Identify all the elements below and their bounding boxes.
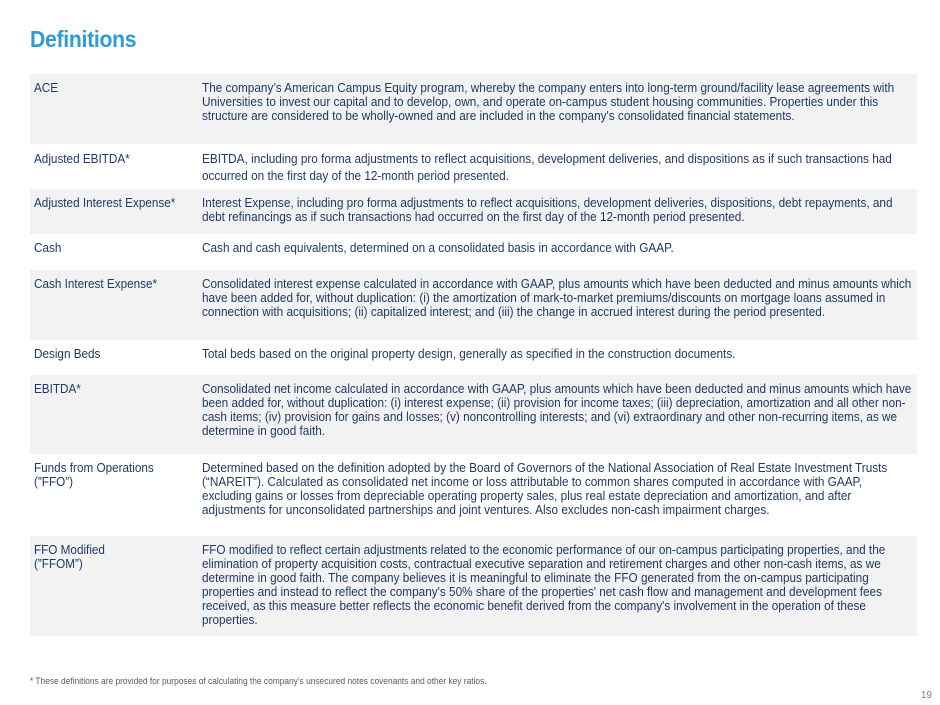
page-title: Definitions (30, 26, 137, 52)
definition-text: The company’s American Campus Equity program, whereby the company enters into long-term ground/facility lease agreements with Universities to invest our capital and to develop, own, and operate on-campus student housing communities. Properties under this structure are considered to be wholly-owned and are included in the company's consolidated financial statements. (202, 81, 895, 123)
footnote: * These definitions are provided for purposes of calculating the company’s unsecured notes covenants and other key ratios. (30, 676, 487, 686)
definition-text: Consolidated net income calculated in accordance with GAAP, plus amounts which have been deducted and minus amounts which have been added for, without duplication: (i) interest expense; (ii) provision for income taxes; (iii) depreciation, amortization and all other non-cash items; (iv) provision for gains and losses; (v) noncontrolling interests; and (vi) extraordinary and other non-recurring items, as we determine in good faith. (202, 382, 912, 438)
term-label: EBITDA* (34, 382, 81, 396)
definition-row-design-beds (30, 340, 917, 375)
term-label: Cash (34, 241, 62, 255)
definition-text: Total beds based on the original property design, generally as specified in the construction documents. (202, 347, 736, 361)
definition-text: EBITDA, including pro forma adjustments to reflect acquisitions, development deliveries, and dispositions as if such transactions had occurred on the first day of the 12-month period presented. (202, 152, 892, 183)
term-label: FFO Modified (”FFOM”) (34, 543, 105, 571)
definition-text: Determined based on the definition adopted by the Board of Governors of the National Association of Real Estate Investment Trusts (“NAREIT”). Calculated as consolidated net income or loss attributable to common shares computed in accordance with GAAP, excluding gains or losses from depreciable operating property sales, plus real estate depreciation and amortization, and after adjustments for unconsolidated partnerships and joint ventures. Also excludes non-cash impairment charges. (202, 461, 888, 517)
definition-row-ffo (30, 454, 917, 536)
term-label: Adjusted Interest Expense* (34, 196, 176, 210)
definition-text: FFO modified to reflect certain adjustments related to the economic performance of our on-campus participating properties, and the elimination of property acquisition costs, contractual executive separation and retirement charges and other non-cash items, as we determine in good faith. The company believes it is meaningful to eliminate the FFO generated from the on-campus participating properties and instead to reflect the company's 50% share of the properties' net cash flow and management and development fees received, as this measure better reflects the economic benefit derived from the company's involvement in the operation of these properties. (202, 543, 886, 627)
definition-row-cash-interest-expense (30, 270, 917, 340)
definition-row-ffom (30, 536, 917, 636)
definition-row-ebitda (30, 375, 917, 454)
term-label: Design Beds (34, 347, 101, 361)
definitions-table (30, 74, 917, 636)
definition-row-adjusted-ebitda (30, 144, 917, 189)
definition-text: Cash and cash equivalents, determined on a consolidated basis in accordance with GAAP. (202, 241, 674, 255)
definition-row-adjusted-interest-expense (30, 189, 917, 234)
page-number: 19 (920, 690, 932, 701)
definition-row-ace (30, 74, 917, 144)
definition-text: Interest Expense, including pro forma adjustments to reflect acquisitions, development deliveries, dispositions, debt repayments, and debt refinancings as if such transactions had occurred on the first day of the 12-month period presented. (202, 196, 893, 224)
term-label: Funds from Operations (”FFO”) (34, 461, 154, 489)
term-label: Cash Interest Expense* (34, 277, 158, 291)
term-label: ACE (34, 81, 59, 95)
term-label: Adjusted EBITDA* (34, 152, 130, 166)
definition-row-cash (30, 234, 917, 270)
definition-text: Consolidated interest expense calculated in accordance with GAAP, plus amounts which have been deducted and minus amounts which have been added for, without duplication: (i) the amortization of mark-to-market premiums/discounts on mortgage loans assumed in connection with acquisitions; (ii) capitalized interest; and (iii) the change in accrued interest during the period presented. (202, 277, 912, 319)
